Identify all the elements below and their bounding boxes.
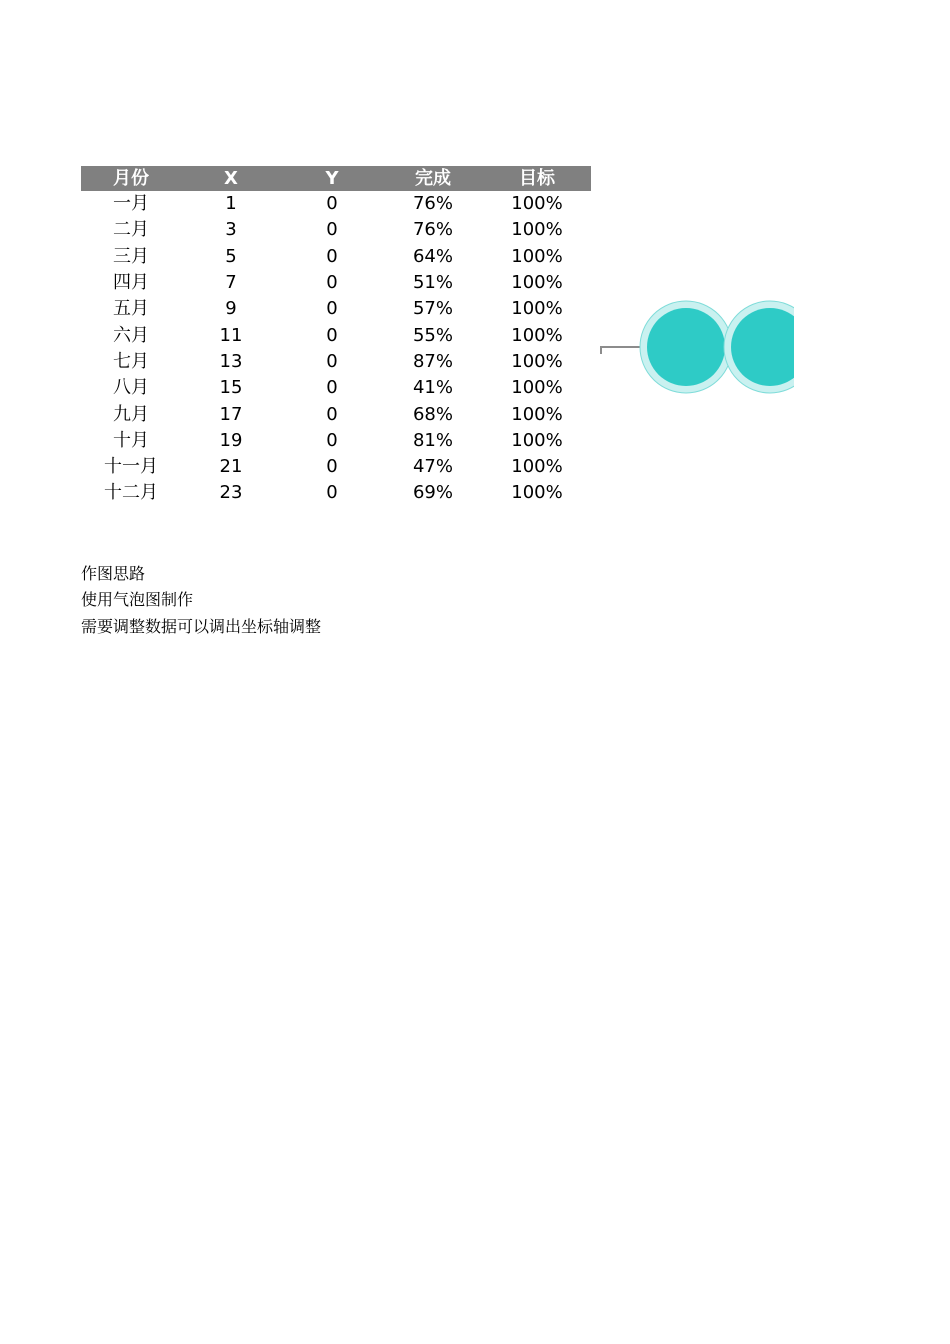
table-row bbox=[81, 401, 591, 427]
cell-done: 68% bbox=[412, 403, 453, 425]
cell-target: 100% bbox=[511, 377, 563, 399]
header-x: X bbox=[224, 168, 238, 189]
header-month: 月份 bbox=[113, 168, 149, 189]
cell-x: 13 bbox=[219, 350, 243, 372]
cell-x: 17 bbox=[219, 403, 243, 425]
cell-month: 七月 bbox=[113, 350, 149, 372]
cell-x: 3 bbox=[225, 219, 237, 241]
cell-target: 100% bbox=[511, 324, 563, 346]
data-table bbox=[81, 166, 591, 507]
cell-y: 0 bbox=[326, 456, 338, 478]
table-row bbox=[81, 454, 591, 480]
cell-month: 六月 bbox=[113, 324, 149, 346]
axis-line bbox=[601, 347, 642, 354]
note-line: 使用气泡图制作 bbox=[81, 590, 194, 610]
table-row bbox=[81, 375, 591, 401]
bubble-done-1 bbox=[647, 308, 725, 386]
table-row bbox=[81, 217, 591, 243]
header-done: 完成 bbox=[415, 168, 451, 189]
cell-y: 0 bbox=[326, 245, 338, 267]
cell-month: 十一月 bbox=[104, 456, 158, 478]
bubble-chart bbox=[596, 296, 794, 398]
cell-done: 87% bbox=[412, 350, 453, 372]
cell-month: 十月 bbox=[113, 429, 149, 451]
cell-month: 二月 bbox=[113, 219, 149, 241]
cell-done: 64% bbox=[412, 245, 453, 267]
cell-x: 21 bbox=[219, 456, 243, 478]
cell-x: 7 bbox=[225, 272, 237, 294]
cell-x: 19 bbox=[219, 429, 243, 451]
cell-y: 0 bbox=[326, 272, 338, 294]
cell-month: 十二月 bbox=[104, 482, 158, 504]
cell-month: 三月 bbox=[113, 245, 149, 267]
table-row bbox=[81, 191, 591, 217]
cell-done: 51% bbox=[412, 272, 453, 294]
cell-target: 100% bbox=[511, 482, 563, 504]
cell-target: 100% bbox=[511, 456, 563, 478]
cell-y: 0 bbox=[326, 482, 338, 504]
table-row bbox=[81, 322, 591, 348]
table-row bbox=[81, 480, 591, 506]
table-row bbox=[81, 244, 591, 270]
cell-y: 0 bbox=[326, 403, 338, 425]
cell-done: 41% bbox=[412, 377, 453, 399]
table-header-row bbox=[81, 166, 591, 191]
cell-y: 0 bbox=[326, 219, 338, 241]
cell-done: 81% bbox=[412, 429, 453, 451]
cell-done: 69% bbox=[412, 482, 453, 504]
cell-x: 5 bbox=[225, 245, 237, 267]
note-line: 需要调整数据可以调出坐标轴调整 bbox=[81, 616, 322, 636]
cell-y: 0 bbox=[326, 298, 338, 320]
cell-target: 100% bbox=[511, 403, 563, 425]
cell-month: 一月 bbox=[113, 193, 149, 215]
cell-x: 9 bbox=[225, 298, 237, 320]
cell-done: 76% bbox=[412, 219, 453, 241]
notes bbox=[81, 561, 321, 640]
cell-x: 23 bbox=[219, 482, 243, 504]
cell-done: 76% bbox=[412, 193, 453, 215]
cell-target: 100% bbox=[511, 298, 563, 320]
table-row bbox=[81, 296, 591, 322]
table-row bbox=[81, 270, 591, 296]
cell-y: 0 bbox=[326, 377, 338, 399]
cell-month: 五月 bbox=[113, 298, 149, 320]
cell-target: 100% bbox=[511, 429, 563, 451]
cell-done: 47% bbox=[412, 456, 453, 478]
cell-x: 1 bbox=[225, 193, 237, 215]
header-y: Y bbox=[325, 168, 339, 189]
cell-month: 九月 bbox=[113, 403, 149, 425]
cell-target: 100% bbox=[511, 350, 563, 372]
cell-target: 100% bbox=[511, 219, 563, 241]
cell-target: 100% bbox=[511, 193, 563, 215]
cell-target: 100% bbox=[511, 272, 563, 294]
cell-month: 八月 bbox=[113, 377, 149, 399]
cell-done: 57% bbox=[412, 298, 453, 320]
cell-y: 0 bbox=[326, 350, 338, 372]
header-target: 目标 bbox=[519, 168, 555, 189]
cell-target: 100% bbox=[511, 245, 563, 267]
cell-y: 0 bbox=[326, 193, 338, 215]
cell-done: 55% bbox=[412, 324, 453, 346]
cell-y: 0 bbox=[326, 324, 338, 346]
cell-x: 15 bbox=[219, 377, 243, 399]
cell-month: 四月 bbox=[113, 272, 149, 294]
table-row bbox=[81, 349, 591, 375]
table-row bbox=[81, 428, 591, 454]
note-line: 作图思路 bbox=[81, 564, 146, 583]
cell-y: 0 bbox=[326, 429, 338, 451]
cell-x: 11 bbox=[219, 324, 243, 346]
